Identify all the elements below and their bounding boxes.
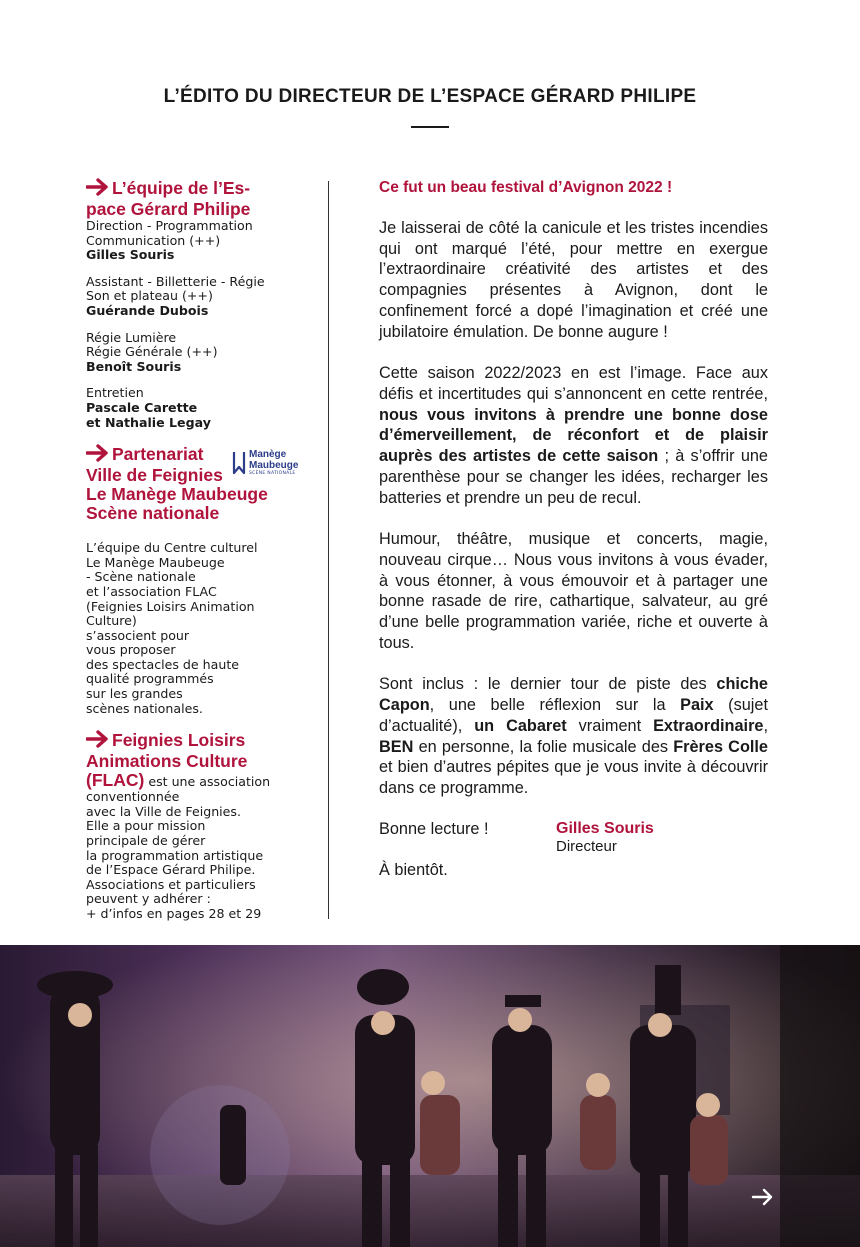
left-column bbox=[86, 178, 316, 922]
flac-section bbox=[86, 730, 316, 921]
role-line: Communication (++) bbox=[86, 232, 221, 248]
signature-name: Gilles Souris bbox=[556, 820, 654, 837]
bold-run: Paix bbox=[680, 695, 714, 714]
partner-text-line: - Scène nationale bbox=[86, 569, 196, 585]
team-heading-line2: pace Gérard Philipe bbox=[86, 199, 251, 219]
role-block-2 bbox=[86, 275, 316, 319]
manege-maubeuge-logo bbox=[232, 450, 304, 476]
partner-text-line: qualité programmés bbox=[86, 671, 214, 687]
flac-text-line: peuvent y adhérer : bbox=[86, 891, 211, 907]
role-name: Benoît Souris bbox=[86, 358, 182, 374]
manege-logo-icon bbox=[232, 450, 246, 476]
flac-text-line: + d’infos en pages 28 et 29 bbox=[86, 906, 262, 921]
role-line: Assistant - Billetterie - Régie bbox=[86, 273, 265, 289]
arrow-right-icon bbox=[86, 730, 112, 752]
flac-text-line: Associations et particuliers bbox=[86, 876, 256, 892]
flac-heading-line: (FLAC) bbox=[86, 770, 145, 791]
flac-heading bbox=[86, 730, 316, 790]
logo-subtitle: SCÈNE NATIONALE bbox=[249, 471, 296, 477]
partner-text-line: Le Manège Maubeuge bbox=[86, 554, 225, 570]
bold-run: BEN bbox=[379, 737, 414, 756]
text-run: vraiment bbox=[566, 716, 654, 735]
maintenance-block bbox=[86, 386, 316, 430]
arrow-right-icon bbox=[750, 1187, 776, 1207]
stage-photo-illustration bbox=[0, 945, 860, 1247]
maintenance-label: Entretien bbox=[86, 385, 144, 401]
flac-text-line: Elle a pour mission bbox=[86, 818, 206, 834]
flac-text bbox=[86, 790, 316, 921]
title-underline bbox=[411, 126, 449, 128]
arrow-right-icon bbox=[86, 178, 112, 200]
bold-run: chiche Capon bbox=[379, 675, 768, 714]
flac-text-line: principale de gérer bbox=[86, 833, 206, 849]
bold-run: Extraordinaire bbox=[653, 716, 764, 735]
editorial-intro: Ce fut un beau festival d’Avignon 2022 ! bbox=[379, 179, 673, 196]
next-page-button[interactable] bbox=[750, 1187, 776, 1207]
logo-line1: Manège bbox=[249, 449, 287, 461]
text-run: (sujet d’actualité), bbox=[379, 695, 768, 735]
text-run: Cette saison 2022/2023 en est l’image. Face aux défis et incertitudes qui s’annoncent en cette rentrée, bbox=[379, 363, 768, 403]
signature bbox=[556, 820, 654, 855]
maintenance-name: Pascale Carette bbox=[86, 399, 198, 415]
flac-heading-line: Feignies Loisirs bbox=[112, 730, 246, 751]
flac-text-line: conventionnée bbox=[86, 789, 180, 805]
partner-section bbox=[86, 444, 316, 716]
role-line: Son et plateau (++) bbox=[86, 288, 213, 304]
arrow-right-icon bbox=[86, 444, 112, 466]
role-name: Gilles Souris bbox=[86, 247, 175, 263]
bold-run: Frères Colle bbox=[673, 737, 768, 756]
text-run: , une belle réflexion sur la bbox=[429, 695, 681, 714]
role-line: Direction - Programmation bbox=[86, 218, 253, 233]
team-heading-line1: L’équipe de l’Es- bbox=[112, 178, 251, 198]
page-title: L’ÉDITO DU DIRECTEUR DE L’ESPACE GÉRARD PHILIPE bbox=[163, 86, 697, 107]
signature-role: Directeur bbox=[556, 838, 617, 855]
partner-text-line: Culture) bbox=[86, 613, 137, 629]
partner-text-line: sur les grandes bbox=[86, 686, 183, 702]
partner-heading-line: Scène nationale bbox=[86, 503, 220, 524]
partner-text-line: scènes nationales. bbox=[86, 700, 203, 716]
role-block-1 bbox=[86, 219, 316, 263]
partner-text-line: (Feignies Loisirs Animation bbox=[86, 598, 255, 614]
editorial-paragraph-1: Je laisserai de côté la canicule et les tristes incendies qui ont marqué l’été, pour mettre en exergue l’extraordinaire créativité des artistes et des compagnies présentes à Avignon, dont le confinement forcé a dopé l’imagination et créé une jubilatoire émulation. De bonne augure ! bbox=[379, 218, 768, 341]
logo-line2: Maubeuge bbox=[249, 459, 299, 471]
partner-text-line: s’associent pour bbox=[86, 627, 190, 643]
flac-text-line: de l’Espace Gérard Philipe. bbox=[86, 862, 256, 878]
editorial-farewell: À bientôt. bbox=[379, 861, 448, 880]
role-name: Guérande Dubois bbox=[86, 302, 209, 318]
editorial-paragraph-2 bbox=[379, 363, 768, 509]
text-run: , bbox=[763, 716, 768, 735]
editorial-column bbox=[379, 178, 768, 902]
text-run: en personne, la folie musicale des bbox=[413, 737, 674, 756]
flac-heading-line: Animations Culture bbox=[86, 751, 248, 772]
partner-heading-line: Partenariat bbox=[112, 444, 204, 465]
editorial-closing: Bonne lecture ! bbox=[379, 820, 489, 839]
column-divider bbox=[328, 181, 329, 919]
bold-run: nous vous invitons à prendre une bonne dose d’émerveillement, de réconfort et de plaisir auprès des artistes de cette saison bbox=[379, 405, 768, 466]
role-block-3 bbox=[86, 331, 316, 375]
partner-text-line: L’équipe du Centre culturel bbox=[86, 540, 258, 556]
partner-text-line: des spectacles de haute bbox=[86, 656, 240, 672]
bold-run: un Cabaret bbox=[474, 716, 567, 735]
role-line: Régie Lumière bbox=[86, 329, 177, 345]
stage-photo bbox=[0, 945, 860, 1247]
role-line: Régie Générale (++) bbox=[86, 344, 218, 360]
flac-text-line: avec la Ville de Feignies. bbox=[86, 803, 241, 819]
partner-heading-line: Ville de Feignies bbox=[86, 465, 223, 486]
flac-text-first: est une association bbox=[144, 774, 271, 790]
maintenance-name: et Nathalie Legay bbox=[86, 414, 211, 430]
partner-heading-line: Le Manège Maubeuge bbox=[86, 484, 268, 505]
partner-text-line: et l’association FLAC bbox=[86, 583, 217, 599]
text-run: et bien d’autres pépites que je vous invite à découvrir dans ce programme. bbox=[379, 758, 768, 798]
team-heading bbox=[86, 178, 316, 219]
logo-text bbox=[249, 450, 298, 471]
partner-text-line: vous proposer bbox=[86, 642, 176, 658]
flac-text-line: la programmation artistique bbox=[86, 847, 264, 863]
editorial-paragraph-4 bbox=[379, 674, 768, 799]
text-run: Sont inclus : le dernier tour de piste des bbox=[379, 675, 717, 694]
partner-text bbox=[86, 541, 316, 716]
editorial-paragraph-3: Humour, théâtre, musique et concerts, magie, nouveau cirque… Nous vous invitons à vous évader, à vous étonner, à vous émouvoir et à partager une bonne rasade de rire, cathartique, salvateur, au gré d’une belle programmation variée, riche et ouverte à tous. bbox=[379, 529, 768, 652]
text-run: ; à s’offrir une parenthèse pour se changer les idées, recharger les batteries et prendre un peu de recul. bbox=[379, 447, 768, 507]
